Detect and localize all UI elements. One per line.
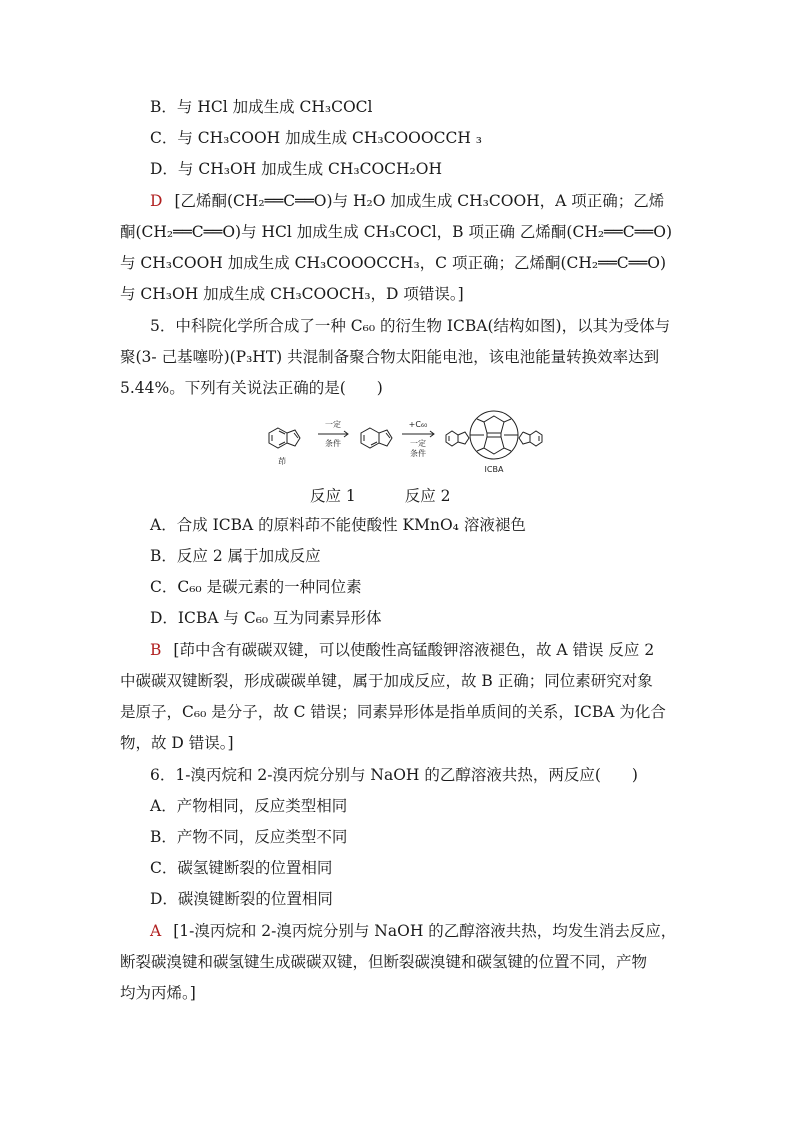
arrow-2-reagent: +C₆₀ [408, 420, 428, 429]
reaction-scheme-figure [258, 402, 568, 478]
q6-option-b: B．产物不同，反应类型不同 [150, 828, 348, 846]
q6-option-a: A．产物相同，反应类型相同 [150, 797, 348, 815]
q6-answer-text-1: [1-溴丙烷和 2-溴丙烷分别与 NaOH 的乙醇溶液共热，均发生消去反应， [173, 922, 677, 940]
q5-answer-line-1 [150, 640, 720, 660]
q6-option-d: D．碳溴键断裂的位置相同 [150, 890, 333, 908]
q6-option-c: C．碳氢键断裂的位置相同 [150, 859, 333, 877]
q5-answer-line-3: 是原子，C₆₀ 是分子，故 C 错误；同素异形体是指单质间的关系，ICBA 为化合 [120, 703, 666, 721]
caption-reaction-1: 反应 1 [310, 487, 356, 505]
q5-option-a: A．合成 ICBA 的原料茚不能使酸性 KMnO₄ 溶液褪色 [150, 516, 526, 534]
icba-right-benzene [530, 431, 542, 446]
q4-answer-line-1 [150, 191, 720, 211]
figure-captions [310, 484, 495, 506]
indene-label: 茚 [278, 457, 286, 466]
q4-answer-line-4: 与 CH₃OH 加成生成 CH₃COOCH₃，D 项错误。] [120, 285, 464, 303]
q4-answer-text-1: [乙烯酮(CH₂══C══O)与 H₂O 加成生成 CH₃COOH，A 项正确；乙烯 [174, 192, 665, 210]
q6-answer-line-2: 断裂碳溴键和碳氢键生成碳碳双键，但断裂碳溴键和碳氢键的位置不同，产物 [120, 953, 648, 971]
icba-label: ICBA [484, 465, 504, 474]
arrow-2-condition-top: 一定 [410, 439, 426, 448]
q4-answer-letter: D [150, 192, 163, 210]
arrow-1-condition-top: 一定 [325, 420, 341, 429]
q6-stem: 6．1-溴丙烷和 2-溴丙烷分别与 NaOH 的乙醇溶液共热，两反应( ) [150, 766, 638, 784]
q5-option-b: B．反应 2 属于加成反应 [150, 547, 321, 565]
q4-option-c: C．与 CH₃COOH 加成生成 CH₃COOOCCH ₃ [150, 129, 482, 147]
caption-reaction-2: 反应 2 [404, 487, 451, 505]
q5-answer-line-2: 中碳碳双键断裂，形成碳碳单键，属于加成反应，故 B 正确；同位素研究对象 [120, 672, 653, 690]
q4-answer-line-2: 酮(CH₂══C══O)与 HCl 加成生成 CH₃COCl，B 项正确 乙烯酮(CH₂══C══O) [120, 223, 672, 241]
q5-stem-line-2: 聚(3- 己基噻吩)(P₃HT) 共混制备聚合物太阳能电池，该电池能量转换效率达到 [120, 348, 660, 366]
icba-left-benzene [446, 431, 458, 446]
indene-five-ring [287, 430, 300, 446]
q4-option-d: D．与 CH₃OH 加成生成 CH₃COCH₂OH [150, 160, 442, 178]
arrow-2-condition-bottom: 条件 [410, 449, 426, 458]
q5-answer-line-4: 物，故 D 错误。] [120, 734, 234, 752]
intermediate-five-ring [379, 430, 392, 446]
q4-option-b: B．与 HCl 加成生成 CH₃COCl [150, 98, 373, 116]
q6-answer-line-3: 均为丙烯。] [120, 984, 196, 1002]
q5-option-d: D．ICBA 与 C₆₀ 互为同素异形体 [150, 609, 382, 627]
q5-option-c: C．C₆₀ 是碳元素的一种同位素 [150, 578, 362, 596]
q6-answer-letter: A [150, 922, 162, 940]
q5-stem-line-1: 5．中科院化学所合成了一种 C₆₀ 的衍生物 ICBA(结构如图)，以其为受体与 [150, 317, 671, 335]
q5-answer-text-1: [茚中含有碳碳双键，可以使酸性高锰酸钾溶液褪色，故 A 错误 反应 2 [173, 641, 655, 659]
q6-answer-line-1 [150, 921, 720, 941]
q5-stem-line-3: 5.44%。下列有关说法正确的是( ) [120, 379, 383, 397]
q4-answer-line-3: 与 CH₃COOH 加成生成 CH₃COOOCCH₃，C 项正确；乙烯酮(CH₂══C══O) [120, 254, 667, 272]
arrow-1-condition-bottom: 条件 [325, 439, 341, 448]
q5-answer-letter: B [150, 641, 162, 659]
